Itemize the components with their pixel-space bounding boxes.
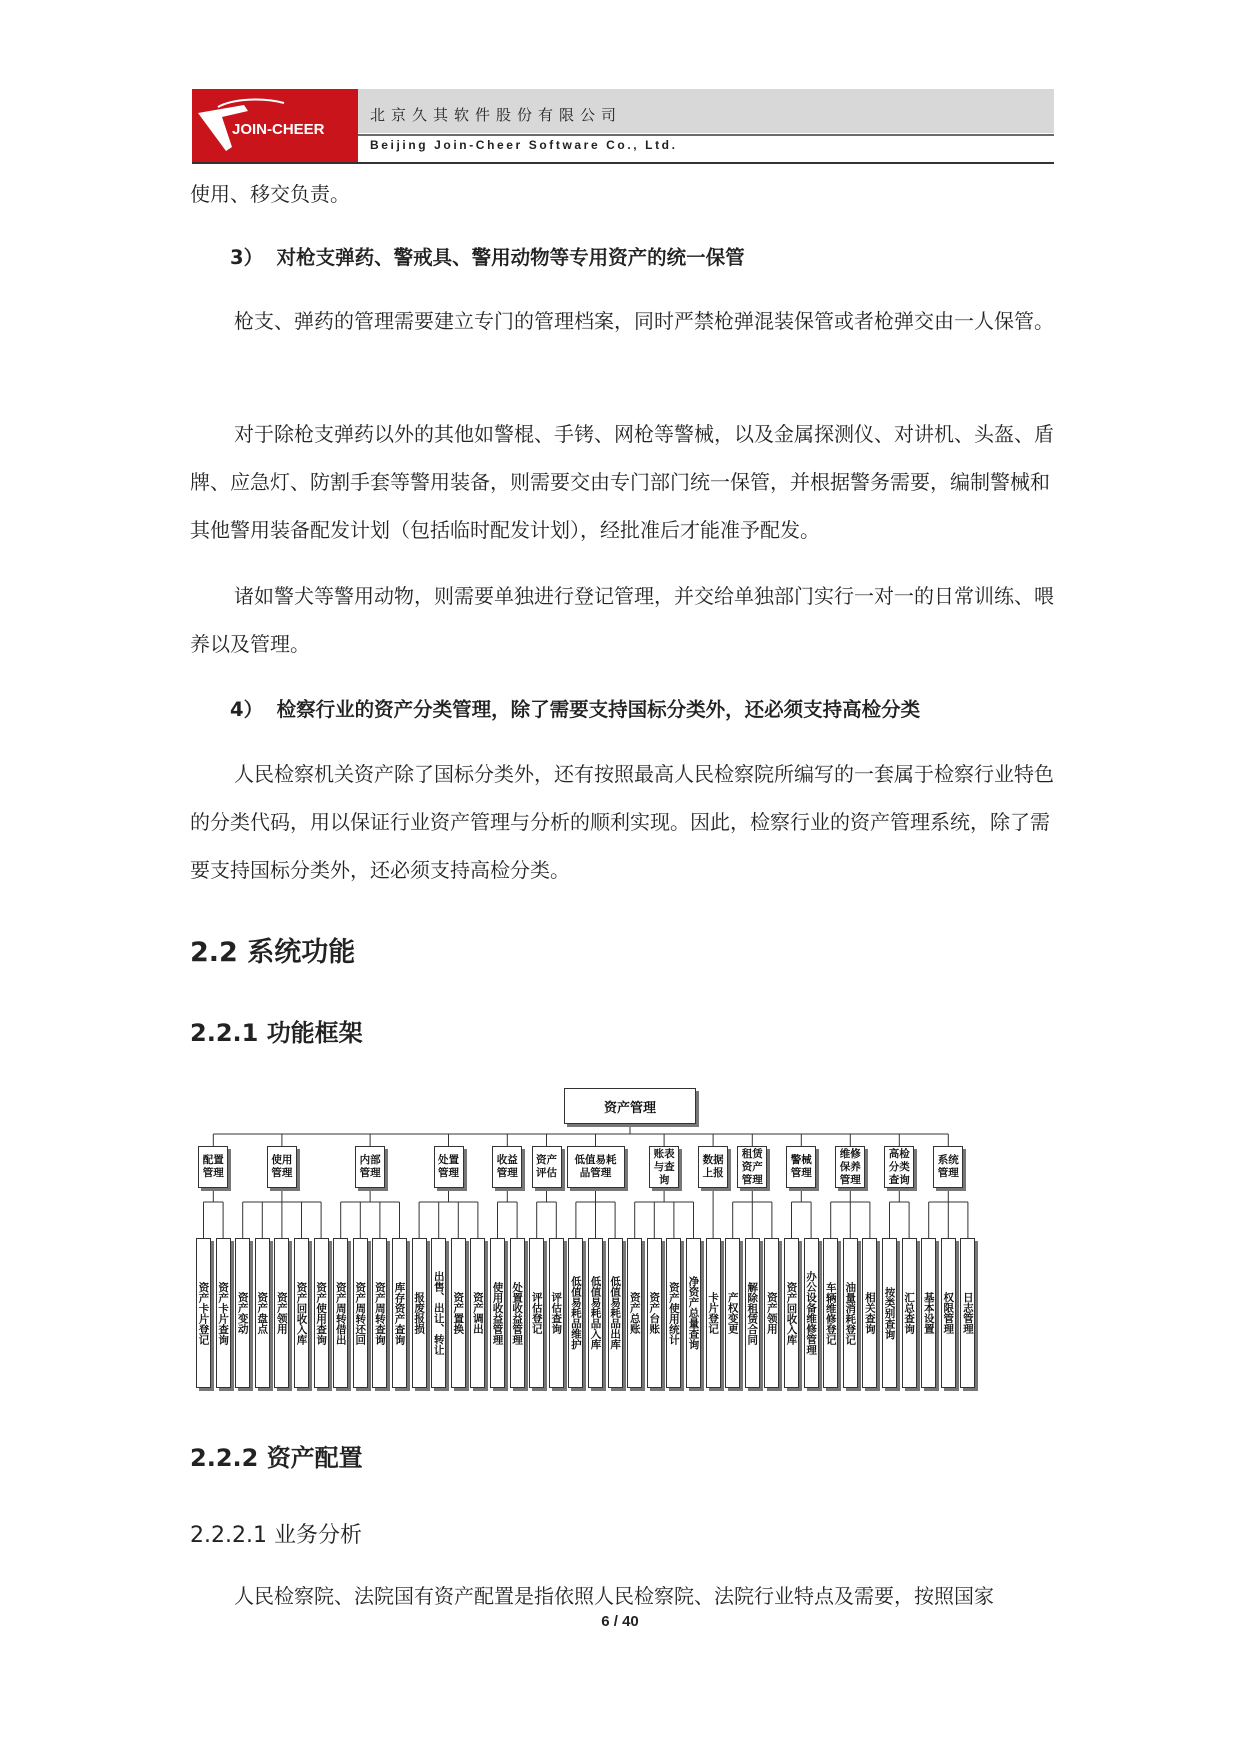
leaf-label: 解除租赁合同 (746, 1281, 759, 1345)
leaf-node (529, 1238, 544, 1388)
company-name-cn: 北京久其软件股份有限公司 (370, 106, 623, 124)
leaf-label: 油量消耗登记 (844, 1281, 857, 1345)
leaf-node (196, 1238, 211, 1388)
category-node: 处置 管理 (434, 1146, 464, 1188)
leaf-label: 资产回收入库 (295, 1281, 308, 1345)
leaf-node (843, 1238, 858, 1388)
leaf-node (392, 1238, 407, 1388)
paragraph-classification: 人民检察机关资产除了国标分类外，还有按照最高人民检察院所编写的一套属于检察行业特色的分类代码，用以保证行业资产管理与分析的顺利实现。因此，检察行业的资产管理系统，除了需要支持国标分类外，还必须支持高检分类。 (190, 762, 1054, 882)
leaf-node (882, 1238, 897, 1388)
leaf-node (568, 1238, 583, 1388)
leaf-node (823, 1238, 838, 1388)
leaf-node (804, 1238, 819, 1388)
category-node: 资产 评估 (532, 1146, 562, 1188)
category-node: 配置 管理 (198, 1146, 228, 1188)
category-node: 收益 管理 (492, 1146, 522, 1188)
leaf-node (294, 1238, 309, 1388)
leaf-node (784, 1238, 799, 1388)
page-number: 6 / 40 (601, 1613, 639, 1630)
leaf-label: 评估登记 (530, 1292, 543, 1334)
item-3-heading (230, 234, 1100, 282)
item-4-heading (230, 686, 1100, 734)
paragraph-animals: 诸如警犬等警用动物，则需要单独进行登记管理，并交给单独部门实行一对一的日常训练、喂养以及管理。 (190, 584, 1054, 656)
leaf-label: 权限管理 (942, 1292, 955, 1334)
item-3-number: 3） (230, 246, 264, 269)
section-heading-2-2-2: 2.2.2 资产配置 (190, 1444, 363, 1472)
leaf-label: 资产回收入库 (785, 1281, 798, 1345)
leaf-label: 低值易耗品维护 (569, 1276, 582, 1350)
leaf-label: 资产领用 (765, 1292, 778, 1334)
leaf-node (666, 1238, 681, 1388)
leaf-label: 资产变动 (236, 1292, 249, 1334)
company-name-en: Beijing Join-Cheer Software Co., Ltd. (370, 138, 678, 152)
leaf-node (412, 1238, 427, 1388)
leaf-label: 资产卡片查询 (217, 1281, 230, 1345)
leaf-label: 资产台账 (648, 1292, 661, 1334)
leaf-label: 资产领用 (275, 1292, 288, 1334)
leaf-node (862, 1238, 877, 1388)
leaf-label: 资产盘点 (256, 1292, 269, 1334)
paragraph-config: 人民检察院、法院国有资产配置是指依照人民检察院、法院行业特点及需要，按照国家 (234, 1584, 994, 1608)
leaf-label: 资产使用统计 (667, 1281, 680, 1345)
leaf-label: 评估查询 (550, 1292, 563, 1334)
leaf-node (510, 1238, 525, 1388)
leaf-node (686, 1238, 701, 1388)
category-node: 租赁 资产 管理 (737, 1146, 767, 1188)
item-4-title: 检察行业的资产分类管理，除了需要支持国标分类外，还必须支持高检分类 (276, 698, 921, 721)
leaf-node (372, 1238, 387, 1388)
category-node: 数据 上报 (698, 1146, 728, 1188)
category-node: 低值易耗 品管理 (567, 1146, 625, 1188)
leaf-node (235, 1238, 250, 1388)
logo-text: JOIN-CHEER (232, 121, 325, 138)
paragraph-equipment: 对于除枪支弹药以外的其他如警棍、手铐、网枪等警械，以及金属探测仪、对讲机、头盔、盾牌、应急灯、防割手套等警用装备，则需要交由专门部门统一保管，并根据警务需要，编制警械和其他警用装备配发计划（包括临时配发计划），经批准后才能准予配发。 (190, 422, 1054, 542)
leaf-label: 出售、出让、转让 (432, 1271, 445, 1355)
leaf-label: 处置收益管理 (511, 1281, 524, 1345)
leaf-node (333, 1238, 348, 1388)
company-logo (192, 89, 358, 163)
leaf-label: 资产调出 (471, 1292, 484, 1334)
leaf-label: 汇总查询 (903, 1292, 916, 1334)
leaf-label: 低值易耗品入库 (589, 1276, 602, 1350)
leaf-label: 资产卡片登记 (197, 1281, 210, 1345)
logo-emblem-icon (192, 89, 358, 163)
leaf-node (608, 1238, 623, 1388)
leaf-node (588, 1238, 603, 1388)
leaf-label: 资产周转借出 (334, 1281, 347, 1345)
leaf-node (549, 1238, 564, 1388)
category-node: 高检 分类 查询 (884, 1146, 914, 1188)
leaf-label: 基本设置 (922, 1292, 935, 1334)
leaf-node (960, 1238, 975, 1388)
leaf-label: 按类别查询 (883, 1286, 896, 1340)
leaf-node (431, 1238, 446, 1388)
leaf-label: 车辆维修登记 (824, 1281, 837, 1345)
section-heading-2-2-1: 2.2.1 功能框架 (190, 1019, 363, 1047)
leaf-node (274, 1238, 289, 1388)
leaf-label: 低值易耗品出库 (609, 1276, 622, 1350)
leaf-label: 产权变更 (726, 1292, 739, 1334)
category-node: 维修 保养 管理 (835, 1146, 865, 1188)
leaf-node (725, 1238, 740, 1388)
document-header (192, 89, 1054, 163)
leaf-label: 资产周转还回 (354, 1281, 367, 1345)
leaf-label: 资产置换 (452, 1292, 465, 1334)
leaf-label: 净资产总量查询 (687, 1276, 700, 1350)
item-3-title: 对枪支弹药、警戒具、警用动物等专用资产的统一保管 (276, 246, 745, 269)
leaf-node (451, 1238, 466, 1388)
leaf-label: 库存资产查询 (393, 1281, 406, 1345)
leaf-label: 报废报损 (413, 1292, 426, 1334)
leaf-node (921, 1238, 936, 1388)
leaf-label: 日志管理 (961, 1292, 974, 1334)
category-node: 警械 管理 (786, 1146, 816, 1188)
category-node: 账表 与查 询 (649, 1146, 679, 1188)
item-4-number: 4） (230, 698, 264, 721)
leaf-node (255, 1238, 270, 1388)
leaf-node (627, 1238, 642, 1388)
leaf-label: 办公设备维修管理 (805, 1271, 818, 1355)
paragraph-continued: 使用、移交负责。 (190, 182, 350, 206)
leaf-label: 使用收益管理 (491, 1281, 504, 1345)
function-framework-chart (196, 1088, 1052, 1408)
leaf-label: 卡片登记 (707, 1292, 720, 1334)
leaf-node (706, 1238, 721, 1388)
leaf-node (490, 1238, 505, 1388)
leaf-label: 资产周转查询 (373, 1281, 386, 1345)
leaf-node (470, 1238, 485, 1388)
leaf-node (647, 1238, 662, 1388)
leaf-node (745, 1238, 760, 1388)
section-heading-2-2-2-1: 2.2.2.1 业务分析 (190, 1523, 362, 1548)
leaf-node (764, 1238, 779, 1388)
category-node: 内部 管理 (355, 1146, 385, 1188)
paragraph-gun: 枪支、弹药的管理需要建立专门的管理档案，同时严禁枪弹混装保管或者枪弹交由一人保管。 (234, 309, 1054, 333)
root-node: 资产管理 (564, 1088, 696, 1124)
leaf-node (353, 1238, 368, 1388)
leaf-label: 资产总账 (628, 1292, 641, 1334)
header-divider (358, 134, 1054, 136)
leaf-node (941, 1238, 956, 1388)
leaf-label: 相关查询 (863, 1292, 876, 1334)
leaf-label: 资产使用查询 (315, 1281, 328, 1345)
leaf-node (314, 1238, 329, 1388)
category-node: 系统 管理 (933, 1146, 963, 1188)
category-node: 使用 管理 (267, 1146, 297, 1188)
leaf-node (216, 1238, 231, 1388)
section-heading-2-2: 2.2 系统功能 (190, 937, 356, 968)
leaf-node (902, 1238, 917, 1388)
header-underline (192, 162, 1054, 164)
